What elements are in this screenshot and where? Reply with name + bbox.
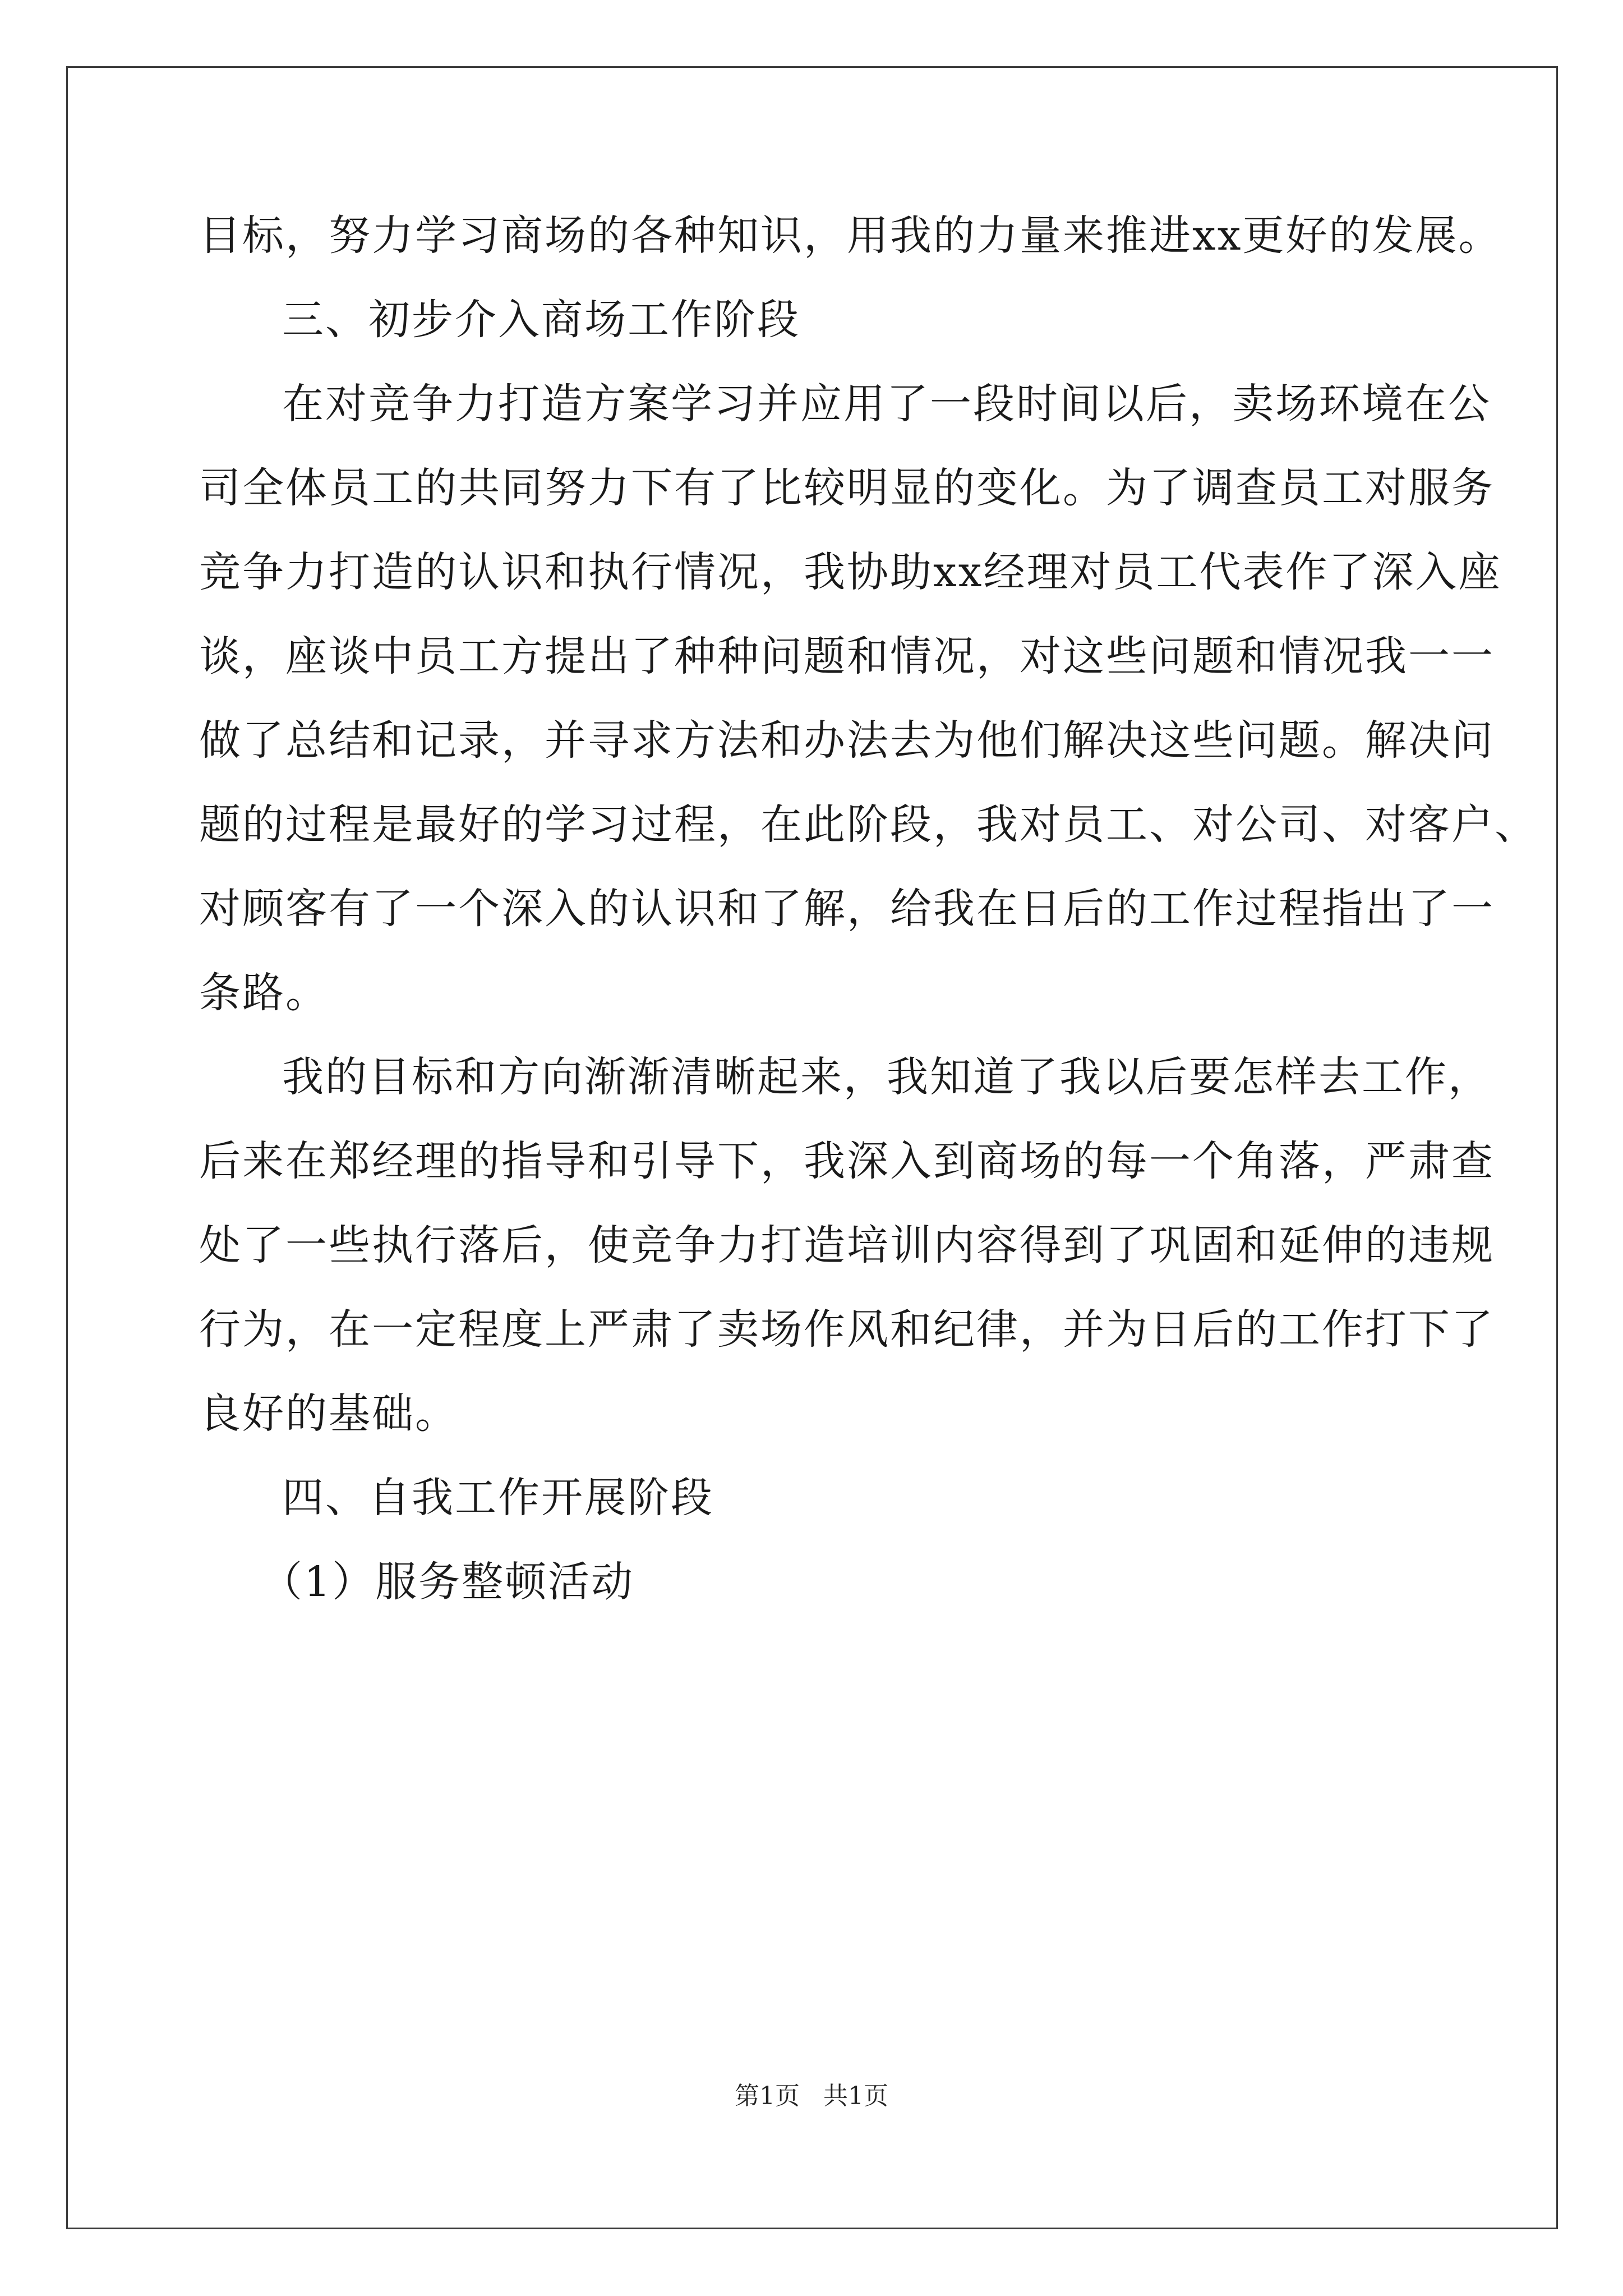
- text-line-12: 后来在郑经理的指导和引导下，我深入到商场的每一个角落，严肃查: [199, 1137, 1495, 1185]
- text-line-14: 行为，在一定程度上严肃了卖场作风和纪律，并为日后的工作打下了: [199, 1305, 1495, 1354]
- text-line-10: 条路。: [199, 969, 329, 1017]
- text-line-9: 对顾客有了一个深入的认识和了解，给我在日后的工作过程指出了一: [199, 885, 1495, 933]
- page-number-footer: 第1页 共1页: [735, 2082, 888, 2110]
- text-line-4: 司全体员工的共同努力下有了比较明显的变化。为了调查员工对服务: [199, 464, 1495, 512]
- text-line-3: 在对竞争力打造方案学习并应用了一段时间以后，卖场环境在公: [282, 380, 1491, 428]
- text-line-11: 我的目标和方向渐渐清晰起来，我知道了我以后要怎样去工作，: [282, 1053, 1491, 1101]
- text-line-13: 处了一些执行落后，使竞争力打造培训内容得到了巩固和延伸的违规: [199, 1221, 1495, 1269]
- text-line-8: 题的过程是最好的学习过程，在此阶段，我对员工、对公司、对客户、: [199, 800, 1538, 849]
- section-heading-4: 四、自我工作开展阶段: [282, 1474, 714, 1522]
- text-line-6: 谈，座谈中员工方提出了种种问题和情况，对这些问题和情况我一一: [199, 632, 1495, 680]
- text-line-5: 竞争力打造的认识和执行情况，我协助xx经理对员工代表作了深入座: [199, 548, 1502, 596]
- text-line-15: 良好的基础。: [199, 1389, 458, 1438]
- text-line-1: 目标，努力学习商场的各种知识，用我的力量来推进xx更好的发展。: [199, 211, 1502, 260]
- text-line-7: 做了总结和记录，并寻求方法和办法去为他们解决这些问题。解决问: [199, 716, 1495, 765]
- section-heading-3: 三、初步介入商场工作阶段: [282, 296, 800, 344]
- subsection-heading: （1）服务整顿活动: [261, 1558, 635, 1606]
